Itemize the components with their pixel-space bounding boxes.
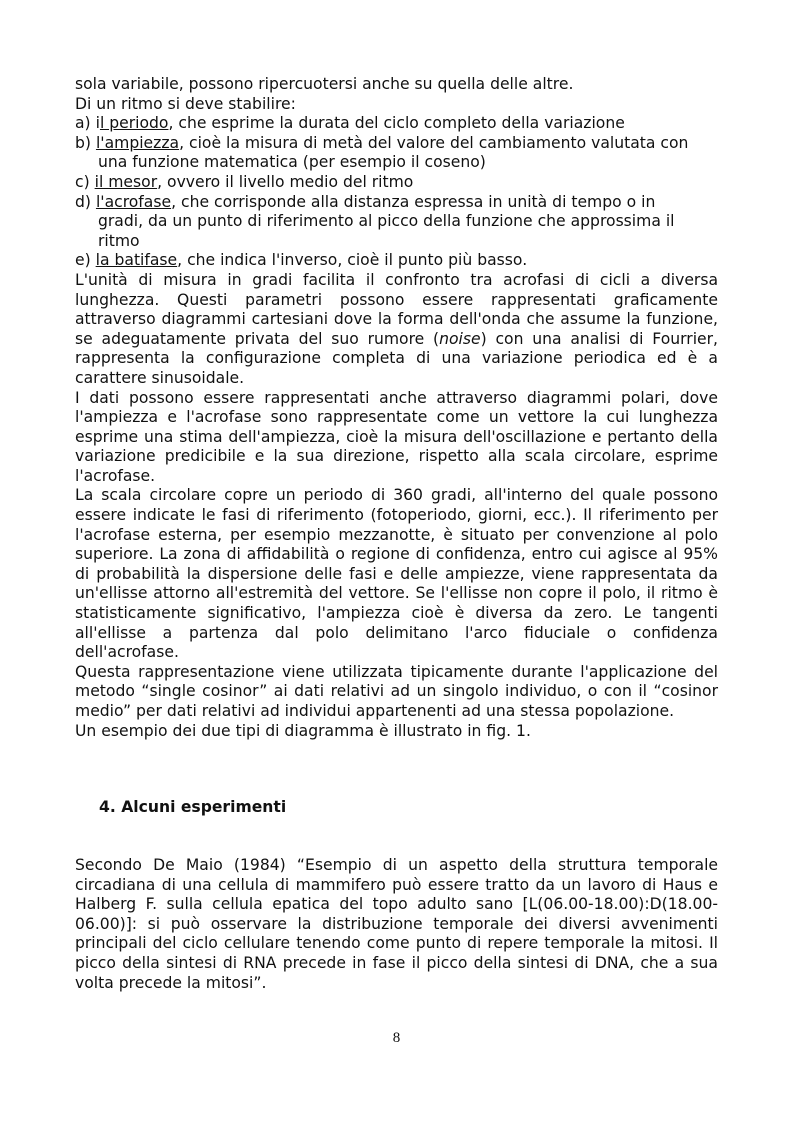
paragraph-polar: I dati possono essere rappresentati anche attraverso diagrammi polari, dove l'ampiezza e l'acrofase sono rappresentate come un vettore la cui lunghezza esprime una stima dell'ampiezza, cioè la misura dell'oscillazione e pertanto della variazione predicibile e la sua direzione, rispetto alla scala circolare, esprime l'acrofase.	[75, 388, 718, 485]
list-item-b: b) l'ampiezza, cioè la misura di metà del valore del cambiamento valutata con una funzione matematica (per esempio il coseno)	[75, 133, 689, 172]
list-item-e: e) la batifase, che indica l'inverso, cioè il punto più basso.	[75, 251, 528, 270]
paragraph-scale: La scala circolare copre un periodo di 360 gradi, all'interno del quale possono essere indicate le fasi di riferimento (fotoperiodo, giorni, ecc.). Il riferimento per l'acrofase esterna, per esempio mezzanotte, è situato per convenzione al polo superiore. La zona di affidabilità o regione di confidenza, entro cui agisce al 95% di probabilità la dispersione delle fasi e delle ampiezze, viene rappresentata da un'ellisse attorno all'estremità del vettore. Se l'ellisse non copre il polo, il ritmo è statisticamente significativo, l'ampiezza cioè è diversa da zero. Le tangenti all'ellisse a partenza dal polo delimitano l'arco fiduciale o confidenza dell'acrofase.	[75, 486, 718, 662]
intro-line: Di un ritmo si deve stabilire:	[75, 94, 296, 113]
paragraph-cosinor: Questa rappresentazione viene utilizzata tipicamente durante l'applicazione del metodo “single cosinor” ai dati relativi ad un singolo individuo, o con il “cosinor medio” per dati relativi ad individui appartenenti ad una stessa popolazione.	[75, 662, 718, 720]
term-periodo: l periodo	[99, 114, 169, 133]
term-batifase: la batifase	[95, 251, 178, 270]
section-heading: 4. Alcuni esperimenti	[99, 798, 287, 816]
list-item-a: a) il periodo, che esprime la durata del ciclo completo della variazione	[75, 114, 625, 133]
paragraph-units: L'unità di misura in gradi facilita il confronto tra acrofasi di cicli a diversa lunghezza. Questi parametri possono essere rappresentati graficamente attraverso diagrammi cartesiani dove la forma dell'onda che assume la funzione, se adeguatamente privata del suo rumore (noise) con una analisi di Fourrier, rappresenta la configurazione completa di una variazione periodica ed è a carattere sinusoidale.	[75, 270, 718, 387]
term-acrofase: l'acrofase	[95, 192, 172, 211]
term-ampiezza: l'ampiezza	[95, 133, 180, 152]
intro-line: sola variabile, possono ripercuotersi anche su quella delle altre.	[75, 75, 574, 93]
page-number: 8	[392, 1030, 401, 1046]
paragraph-de-maio: Secondo De Maio (1984) “Esempio di un aspetto della struttura temporale circadiana di una cellula di mammifero può essere tratto da un lavoro di Haus e Halberg F. sulla cellula epatica del topo adulto sano [L(06.00-18.00):D(18.00-06.00)]: si può osservare la distribuzione temporale dei diversi avvenimenti principali del ciclo cellulare tenendo come punto di repere temporale la mitosi. Il picco della sintesi di RNA precede in fase il picco della sintesi di DNA, che a sua volta precede la mitosi”.	[75, 856, 718, 992]
paragraph-example: Un esempio dei due tipi di diagramma è illustrato in fig. 1.	[75, 721, 531, 740]
list-item-d: d) l'acrofase, che corrisponde alla distanza espressa in unità di tempo o in gradi, da un punto di riferimento al picco della funzione che approssima il ritmo	[75, 192, 675, 250]
list-item-c: c) il mesor, ovvero il livello medio del ritmo	[75, 172, 414, 191]
body-text	[75, 75, 718, 741]
term-mesor: il mesor	[94, 172, 158, 191]
